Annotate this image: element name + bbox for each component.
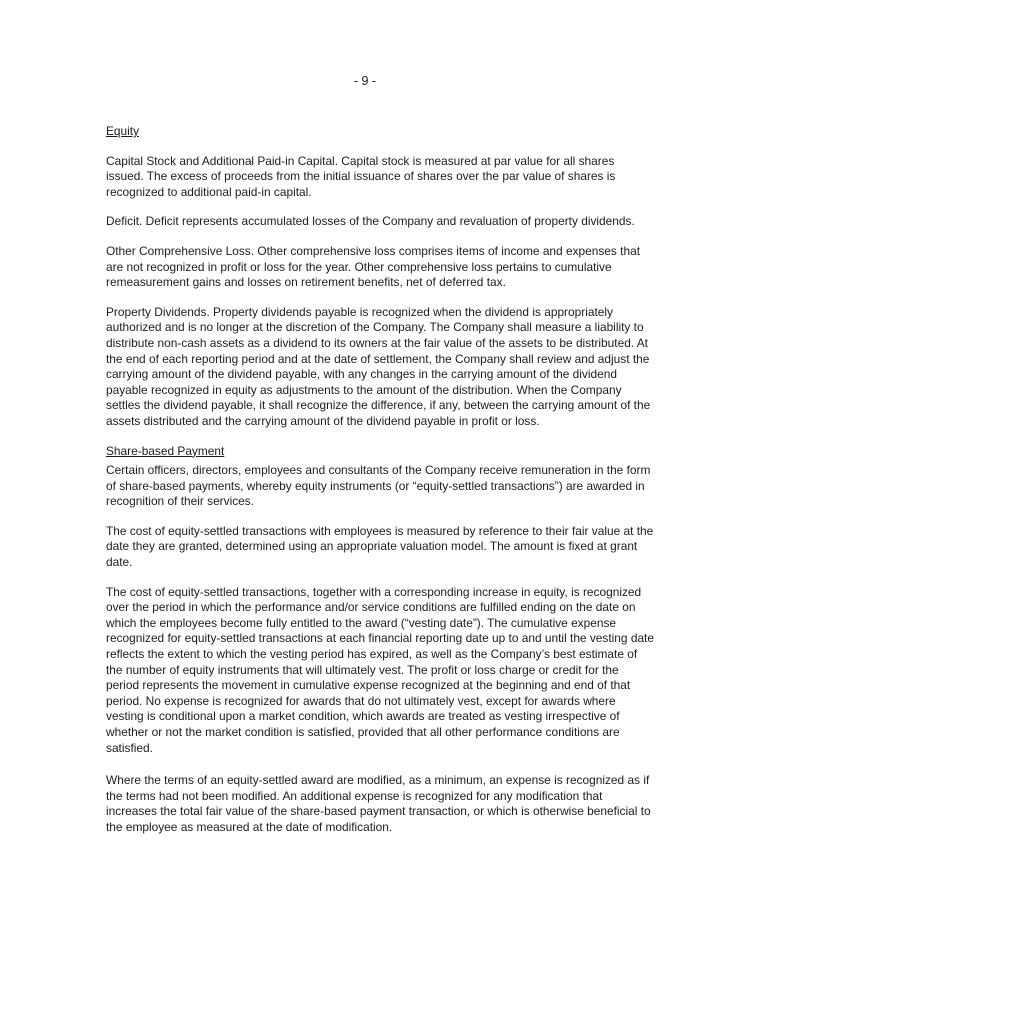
paragraph-share-based-remuneration: Certain officers, directors, employees and consultants of the Company receive remuneration in the form of share-based payments, whereby equity instruments (or “equity-settled transactions”) are awarded in recognition of their services.: [106, 463, 651, 509]
paragraph-capital-stock: Capital Stock and Additional Paid-in Capital. Capital stock is measured at par value for all shares issued. The excess of proceeds from the initial issuance of shares over the par value of shares is recognized to additional paid-in capital.: [106, 153, 616, 199]
paragraph-cost-recognition: The cost of equity-settled transactions, together with a corresponding increase in equity, is recognized over the period in which the performance and/or service conditions are fulfilled ending on the date on which the employees become fully entitled to the award (“vesting date”). The cumulative expense recognized for equity-settled transactions at each financial reporting date up to and until the vesting date reflects the extent to which the vesting period has expired, as well as the Company’s best estimate of the number of equity instruments that will ultimately vest. The profit or loss charge or credit for the period represents the movement in cumulative expense recognized at the beginning and end of that period. No expense is recognized for awards that do not ultimately vest, except for awards where vesting is conditional upon a market condition, which awards are treated as vesting irrespective of whether or not the market condition is satisfied, provided that all other performance conditions are satisfied.: [106, 584, 654, 755]
paragraph-property-dividends: Property Dividends. Property dividends payable is recognized when the dividend is appropriately authorized and is no longer at the discretion of the Company. The Company shall measure a liability to distribute non-cash assets as a dividend to its owners at the fair value of the assets to be distributed. At the end of each reporting period and at the date of settlement, the Company shall review and adjust the carrying amount of the dividend payable, with any changes in the carrying amount of the dividend payable recognized in equity as adjustments to the amount of the distribution. When the Company settles the dividend payable, it shall recognize the difference, if any, between the carrying amount of the assets distributed and the carrying amount of the dividend payable in profit or loss.: [106, 304, 651, 428]
paragraph-award-modification: Where the terms of an equity-settled award are modified, as a minimum, an expense is recognized as if the terms had not been modified. An additional expense is recognized for any modification that increases the total fair value of the share-based payment transaction, or which is otherwise beneficial to the employee as measured at the date of modification.: [106, 773, 651, 834]
paragraph-deficit: Deficit. Deficit represents accumulated losses of the Company and revaluation of property dividends.: [106, 214, 635, 229]
page-number: - 9 -: [353, 74, 377, 88]
paragraph-cost-measurement: The cost of equity-settled transactions with employees is measured by reference to their fair value at the date they are granted, determined using an appropriate valuation model. The amount is fixed at grant date.: [106, 523, 654, 570]
paragraph-other-comprehensive-loss: Other Comprehensive Loss. Other comprehensive loss comprises items of income and expenses that are not recognized in profit or loss for the year. Other comprehensive loss pertains to cumulative remeasurement gains and losses on retirement benefits, net of deferred tax.: [106, 243, 641, 290]
document-body: [106, 124, 654, 850]
section-heading-equity: Equity: [106, 124, 140, 138]
section-heading-share-based-payment: Share-based Payment: [106, 443, 225, 458]
